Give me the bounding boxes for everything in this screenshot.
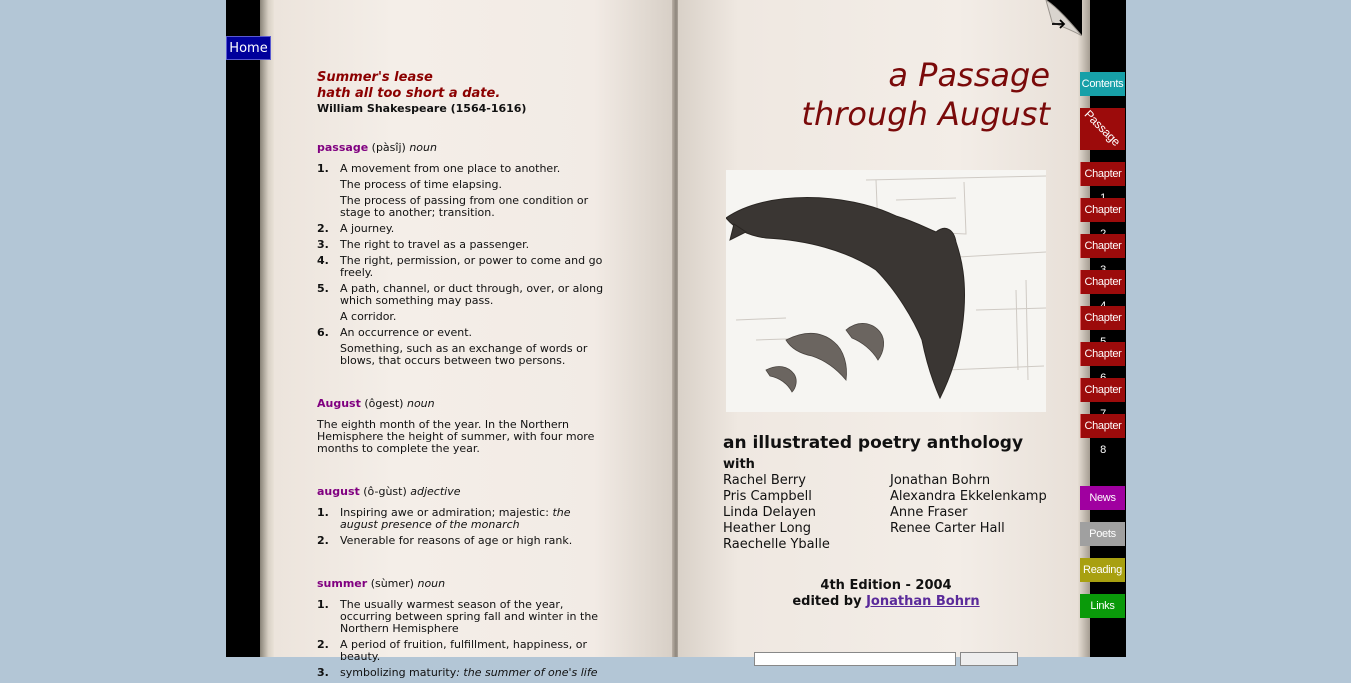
part-of-speech: noun <box>409 141 437 154</box>
definition-item <box>317 239 607 251</box>
definition-number: 2. <box>317 638 329 651</box>
left-spine <box>260 0 274 657</box>
pronunciation: (ô-gùst) <box>363 485 407 498</box>
poet-name: Pris Campbell <box>723 489 812 504</box>
tab-chapter-7[interactable]: Chapter <box>1080 378 1125 402</box>
definition-text: The eighth month of the year. In the Northern Hemisphere the height of summer, with four more months to complete the year. <box>317 418 595 455</box>
tab-chapter-6[interactable]: Chapter <box>1080 342 1125 366</box>
definition-text: The right to travel as a passenger. <box>340 238 530 251</box>
headword: august <box>317 485 360 498</box>
edited-by-label: edited by <box>792 594 867 609</box>
definition-number: 1. <box>317 598 329 611</box>
definition-item <box>317 223 607 235</box>
bird-sketch-image <box>726 170 1046 412</box>
title-line-1: a Passage <box>888 56 1050 94</box>
part-of-speech: noun <box>406 397 435 410</box>
title-line-2: through August <box>801 95 1050 133</box>
definition-number: 1. <box>317 506 329 519</box>
subtitle: an illustrated poetry anthology <box>723 433 1024 453</box>
next-page-arrow-icon[interactable] <box>1044 0 1082 36</box>
part-of-speech: noun <box>417 577 446 590</box>
usage-example: : the summer of one's life <box>456 666 598 679</box>
definition-item <box>317 667 607 679</box>
pronunciation: (pàsîj) <box>371 141 406 154</box>
tab-chapter-4[interactable]: Chapter <box>1080 270 1125 294</box>
pronunciation: (sùmer) <box>370 577 414 590</box>
definition-list <box>317 599 607 679</box>
home-button[interactable]: Home <box>226 36 271 60</box>
sub-definition: The process of time elapsing. <box>340 178 502 191</box>
tab-passage-label: Passage <box>1081 107 1124 149</box>
poets-list-2 <box>890 473 1047 537</box>
edition-text: 4th Edition - 2004 <box>820 578 952 593</box>
epigraph-author: William Shakespeare (1564-1616) <box>317 102 527 115</box>
book-title <box>760 56 1050 134</box>
poet-name: Raechelle Yballe <box>723 537 830 552</box>
definition-number: 5. <box>317 282 329 295</box>
definition-item <box>317 163 607 219</box>
tab-poets[interactable]: Poets <box>1080 522 1125 546</box>
tab-chapter-2[interactable]: Chapter <box>1080 198 1125 222</box>
definition-number: 3. <box>317 238 329 251</box>
dictionary-entry <box>317 397 607 455</box>
poet-name: Alexandra Ekkelenkamp <box>890 489 1047 504</box>
definition-number: 3. <box>317 666 329 679</box>
headword: summer <box>317 577 368 590</box>
epigraph-line-1: Summer's lease <box>317 70 433 85</box>
definition-list <box>317 507 607 547</box>
definition-item <box>317 535 607 547</box>
tab-chapter-8[interactable]: Chapter 8 <box>1080 414 1125 438</box>
poet-name: Heather Long <box>723 521 812 536</box>
definition-number: 2. <box>317 534 329 547</box>
sub-definition: Something, such as an exchange of words or blows, that occurs between two persons. <box>340 342 588 367</box>
definition-text: Venerable for reasons of age or high rank. <box>340 534 573 547</box>
headword: August <box>317 397 361 410</box>
definition-text: symbolizing maturity <box>340 666 457 679</box>
pronunciation: (ôgest) <box>364 397 404 410</box>
dictionary-entry <box>317 141 607 367</box>
definition-text: A movement from one place to another. <box>340 162 561 175</box>
dictionary-entry <box>317 485 607 547</box>
poet-name: Rachel Berry <box>723 473 806 488</box>
edition-info <box>726 578 1046 610</box>
tab-reading[interactable]: Reading <box>1080 558 1125 582</box>
tab-contents[interactable]: Contents <box>1080 72 1125 96</box>
definition-number: 6. <box>317 326 329 339</box>
entry-headword <box>317 141 607 155</box>
editor-link[interactable]: Jonathan Bohrn <box>866 594 980 609</box>
editor-line <box>726 594 1046 610</box>
definition-item <box>317 255 607 279</box>
tab-chapter-1[interactable]: Chapter <box>1080 162 1125 186</box>
poets-list-1 <box>723 473 830 553</box>
definition-item <box>317 639 607 663</box>
definition-text: A path, channel, or duct through, over, or along which something may pass. <box>340 282 604 307</box>
tab-news[interactable]: News <box>1080 486 1125 510</box>
definition-item <box>317 327 607 367</box>
entry-headword <box>317 485 607 499</box>
definition-item <box>317 507 607 531</box>
poet-name: Renee Carter Hall <box>890 521 1005 536</box>
definition-item <box>317 283 607 323</box>
definition-text: An occurrence or event. <box>340 326 473 339</box>
headword: passage <box>317 141 369 154</box>
definition-number: 4. <box>317 254 329 267</box>
definition-number: 2. <box>317 222 329 235</box>
dictionary-entry <box>317 577 607 679</box>
with-label: with <box>723 457 755 472</box>
poet-name: Jonathan Bohrn <box>890 473 991 488</box>
definition-text: Inspiring awe or admiration; majestic: <box>340 506 553 519</box>
tab-passage[interactable] <box>1080 108 1125 150</box>
definition-list <box>317 163 607 367</box>
part-of-speech: adjective <box>410 485 461 498</box>
definition-number: 1. <box>317 162 329 175</box>
definitions-column <box>317 70 607 683</box>
tab-links[interactable]: Links <box>1080 594 1125 618</box>
bottom-button-partial[interactable] <box>960 652 1018 666</box>
poet-name: Linda Delayen <box>723 505 816 520</box>
tab-chapter-3[interactable]: Chapter <box>1080 234 1125 258</box>
bottom-input-partial[interactable] <box>754 652 956 666</box>
epigraph-line-2: hath all too short a date. <box>317 86 501 101</box>
definition-item <box>317 599 607 635</box>
sub-definition: The process of passing from one condition or stage to another; transition. <box>340 194 589 219</box>
definition-text: The right, permission, or power to come and go freely. <box>340 254 603 279</box>
definition-text: The usually warmest season of the year, occurring between spring fall and winter in the Northern Hemisphere <box>340 598 599 635</box>
swallow-illustration <box>726 170 1046 412</box>
tab-chapter-5[interactable]: Chapter <box>1080 306 1125 330</box>
entry-headword <box>317 577 607 591</box>
dictionary-entries <box>317 141 607 679</box>
poet-name: Anne Fraser <box>890 505 968 520</box>
sub-definition: A corridor. <box>340 310 397 323</box>
entry-headword <box>317 397 607 411</box>
usage-example: the august presence of the monarch <box>340 506 571 531</box>
definition-text: A period of fruition, fulfillment, happiness, or beauty. <box>340 638 588 663</box>
definition-text: A journey. <box>340 222 395 235</box>
